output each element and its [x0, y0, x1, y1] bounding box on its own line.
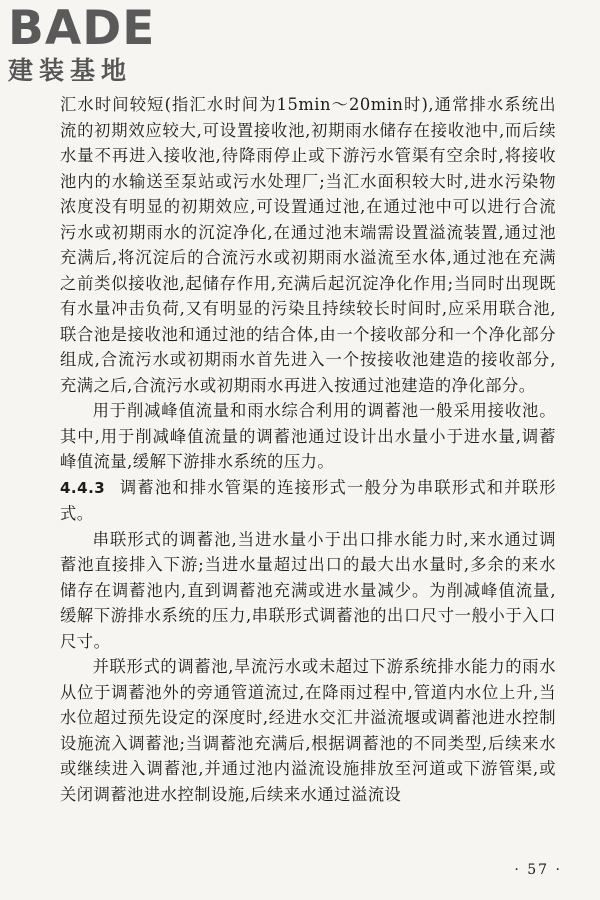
logo-mark: BADE	[8, 1, 156, 56]
bade-logo	[8, 1, 183, 96]
section-text: 调蓄池和排水管渠的连接形式一般分为串联形式和并联形式。	[60, 477, 556, 523]
section-clause	[60, 475, 556, 527]
page-number: · 57 ·	[514, 862, 562, 878]
page-body	[60, 92, 556, 807]
paragraph: 串联形式的调蓄池,当进水量小于出口排水能力时,来水通过调蓄池直接排入下游;当进水量超过出口的最大出水量时,多余的来水储存在调蓄池内,直到调蓄池充满或进水量减少。为削减峰值流量,缓解下游排水系统的压力,串联形式调蓄池的出口尺寸一般小于入口尺寸。	[60, 529, 556, 651]
paragraph-continued: 汇水时间较短(指汇水时间为15min～20min时),通常排水系统出流的初期效应较大,可设置接收池,初期雨水储存在接收池中,而后续水量不再进入接收池,待降雨停止或下游污水管渠有空余时,将接收池内的水输送至泵站或污水处理厂;当汇水面积较大时,进水污染物浓度没有明显的初期效应,可设置通过池,在通过池中可以进行合流污水或初期雨水的沉淀净化,在通过池末端需设置溢流装置,通过池充满后,将沉淀后的合流污水或初期雨水溢流至水体,通过池在充满之前类似接收池,起储存作用,充满后起沉淀净化作用;当同时出现既有水量冲击负荷,又有明显的污染且持续较长时间时,应采用联合池,联合池是接收池和通过池的结合体,由一个接收部分和一个净化部分组成,合流污水或初期雨水首先进入一个按接收池建造的接收部分,充满之后,合流污水或初期雨水再进入按通过池建造的净化部分。	[60, 95, 556, 395]
paragraph: 用于削减峰值流量和雨水综合利用的调蓄池一般采用接收池。其中,用于削减峰值流量的调蓄池通过设计出水量小于进水量,调蓄峰值流量,缓解下游排水系统的压力。	[60, 401, 556, 471]
section-number: 4.4.3	[60, 478, 106, 497]
paragraph: 并联形式的调蓄池,旱流污水或未超过下游系统排水能力的雨水从位于调蓄池外的旁通管道流过,在降雨过程中,管道内水位上升,当水位超过预先设定的深度时,经进水交汇井溢流堰或调蓄池进水控制设施流入调蓄池;当调蓄池充满后,根据调蓄池的不同类型,后续来水或继续进入调蓄池,并通过池内溢流设施排放至河道或下游管渠,或关闭调蓄池进水控制设施,后续来水通过溢流设	[60, 657, 556, 804]
logo-subtitle: 建装基地	[8, 56, 133, 85]
